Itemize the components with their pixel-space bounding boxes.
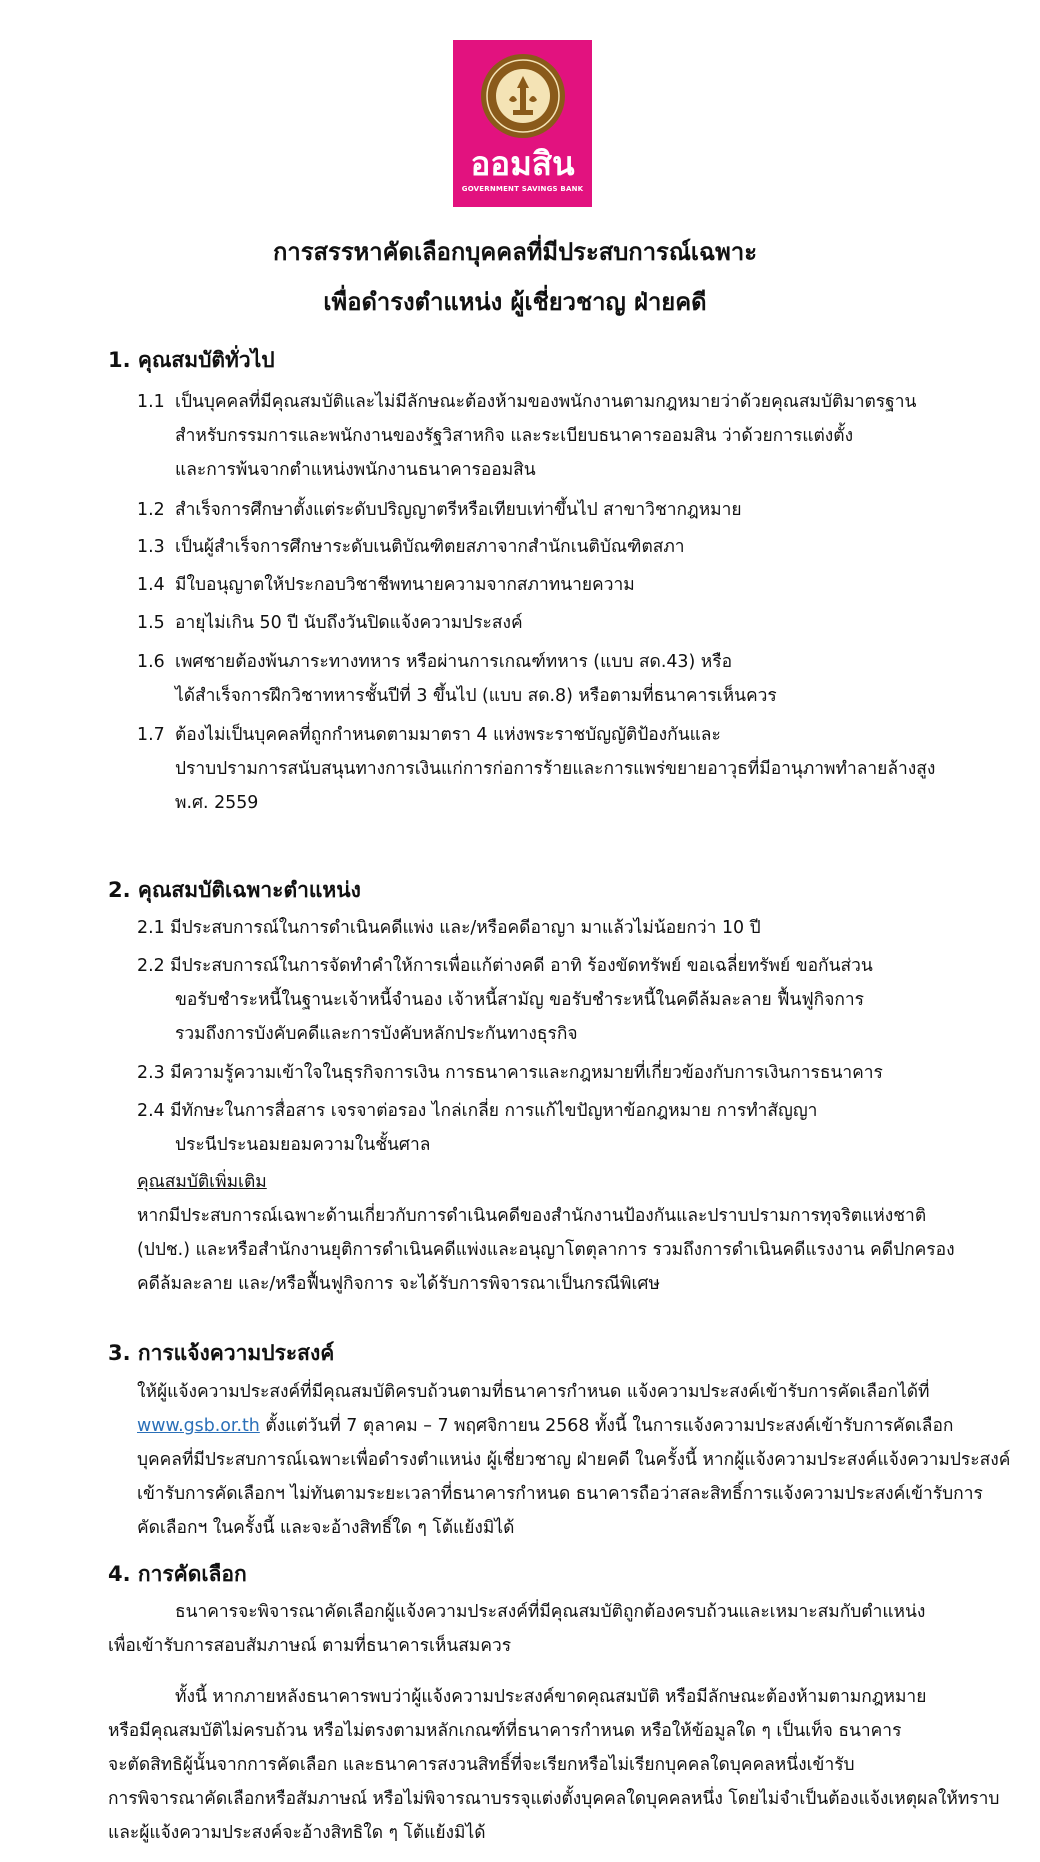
s2-item-line: รวมถึงการบังคับคดีและการบังคับหลักประกันทางธุรกิจ — [175, 1024, 578, 1044]
s2-item-line: 2.1 มีประสบการณ์ในการดำเนินคดีแพ่ง และ/หรือคดีอาญา มาแล้วไม่น้อยกว่า 10 ปี — [137, 918, 761, 938]
s3-line: คัดเลือกฯ ในครั้งนี้ และจะอ้างสิทธิ์ใด ๆ โต้แย้งมิได้ — [137, 1518, 515, 1538]
s1-item-number: 1.3 — [137, 537, 165, 557]
section-2-heading: 2. คุณสมบัติเฉพาะตำแหน่ง — [108, 878, 361, 902]
s1-item-line: เพศชายต้องพ้นภาระทางทหาร หรือผ่านการเกณฑ์ทหาร (แบบ สด.43) หรือ — [175, 652, 733, 672]
s1-item-line: สำหรับกรรมการและพนักงานของรัฐวิสาหกิจ และระเบียบธนาคารออมสิน ว่าด้วยการแต่งตั้ง — [175, 426, 854, 446]
s3-line: ให้ผู้แจ้งความประสงค์ที่มีคุณสมบัติครบถ้วนตามที่ธนาคารกำหนด แจ้งความประสงค์เข้ารับการคัดเลือกได้ที่ — [137, 1382, 930, 1402]
s2-item-line: 2.2 มีประสบการณ์ในการจัดทำคำให้การเพื่อแก้ต่างคดี อาทิ ร้องขัดทรัพย์ ขอเฉลี่ยทรัพย์ ขอกันส่วน — [137, 956, 873, 976]
s3-line-with-link — [137, 1409, 953, 1443]
s1-item-line: สำเร็จการศึกษาตั้งแต่ระดับปริญญาตรีหรือเทียบเท่าขึ้นไป สาขาวิชากฎหมาย — [175, 500, 742, 520]
s1-item-number: 1.7 — [137, 725, 165, 745]
s1-item-number: 1.5 — [137, 613, 165, 633]
s1-item-number: 1.2 — [137, 500, 165, 520]
logo-brand-text: ออมสิน — [470, 144, 575, 183]
s2-item-line: ขอรับชำระหนี้ในฐานะเจ้าหนี้จำนอง เจ้าหนี้สามัญ ขอรับชำระหนี้ในคดีล้มละลาย ฟื้นฟูกิจการ — [175, 990, 865, 1010]
s1-item-line: เป็นบุคคลที่มีคุณสมบัติและไม่มีลักษณะต้องห้ามของพนักงานตามกฎหมายว่าด้วยคุณสมบัติมาตรฐาน — [175, 392, 917, 412]
s3-line: เข้ารับการคัดเลือกฯ ไม่ทันตามระยะเวลาที่ธนาคารกำหนด ธนาคารถือว่าสละสิทธิ์การแจ้งความประสงค์เข้ารับการ — [137, 1484, 983, 1504]
s3-line: บุคคลที่มีประสบการณ์เฉพาะเพื่อดำรงตำแหน่ง ผู้เชี่ยวชาญ ฝ่ายคดี ในครั้งนี้ หากผู้แจ้งความประสงค์แจ้งความประสงค์ — [137, 1450, 1011, 1470]
gsb-website-link[interactable]: www.gsb.or.th — [137, 1416, 260, 1436]
s2-item-line: 2.4 มีทักษะในการสื่อสาร เจรจาต่อรอง ไกล่เกลี่ย การแก้ไขปัญหาข้อกฎหมาย การทำสัญญา — [137, 1101, 818, 1121]
s1-item-number: 1.1 — [137, 392, 165, 412]
s4-para2-line: การพิจารณาคัดเลือกหรือสัมภาษณ์ หรือไม่พิจารณาบรรจุแต่งตั้งบุคคลใดบุคคลหนึ่ง โดยไม่จำเป็นต้องแจ้งเหตุผลให้ทราบ — [108, 1789, 1000, 1809]
section-4-heading: 4. การคัดเลือก — [108, 1562, 247, 1586]
section-1-heading: 1. คุณสมบัติทั่วไป — [108, 348, 275, 372]
s4-para1-line: ธนาคารจะพิจารณาคัดเลือกผู้แจ้งความประสงค์ที่มีคุณสมบัติถูกต้องครบถ้วนและเหมาะสมกับตำแหน่ง — [175, 1602, 926, 1622]
s1-item-number: 1.4 — [137, 575, 165, 595]
section-3-heading: 3. การแจ้งความประสงค์ — [108, 1341, 335, 1365]
s1-item-number: 1.6 — [137, 652, 165, 672]
s1-item-line: ต้องไม่เป็นบุคคลที่ถูกกำหนดตามมาตรา 4 แห่งพระราชบัญญัติป้องกันและ — [175, 725, 721, 745]
s2-extra-line: คดีล้มละลาย และ/หรือฟื้นฟูกิจการ จะได้รับการพิจารณาเป็นกรณีพิเศษ — [137, 1274, 660, 1294]
s2-item-line: ประนีประนอมยอมความในชั้นศาล — [175, 1135, 431, 1155]
s2-item-line: 2.3 มีความรู้ความเข้าใจในธุรกิจการเงิน การธนาคารและกฎหมายที่เกี่ยวข้องกับการเงินการธนาคาร — [137, 1063, 883, 1083]
s1-item-line: พ.ศ. 2559 — [175, 793, 259, 813]
gsb-seal-icon — [479, 48, 567, 144]
s2-extra-heading: คุณสมบัติเพิ่มเติม — [137, 1172, 267, 1192]
page-title-line2: เพื่อดำรงตำแหน่ง ผู้เชี่ยวชาญ ฝ่ายคดี — [323, 288, 707, 316]
s4-para2-line: จะตัดสิทธิผู้นั้นจากการคัดเลือก และธนาคารสงวนสิทธิ์ที่จะเรียกหรือไม่เรียกบุคคลใดบุคคลหนึ่งเข้ารับ — [108, 1755, 855, 1775]
gsb-logo — [453, 40, 592, 207]
s1-item-line: และการพ้นจากตำแหน่งพนักงานธนาคารออมสิน — [175, 460, 536, 480]
s4-para1-line: เพื่อเข้ารับการสอบสัมภาษณ์ ตามที่ธนาคารเห็นสมควร — [108, 1636, 512, 1656]
s2-extra-line: (ปปช.) และหรือสำนักงานยุติการดำเนินคดีแพ่งและอนุญาโตตุลาการ รวมถึงการดำเนินคดีแรงงาน คดีปกครอง — [137, 1240, 955, 1260]
s3-line-rest: ตั้งแต่วันที่ 7 ตุลาคม – 7 พฤศจิกายน 2568 ทั้งนี้ ในการแจ้งความประสงค์เข้ารับการคัดเลือก — [259, 1416, 954, 1436]
s4-para2-line: และผู้แจ้งความประสงค์จะอ้างสิทธิใด ๆ โต้แย้งมิได้ — [108, 1823, 486, 1843]
logo-sub-text: GOVERNMENT SAVINGS BANK — [461, 185, 584, 193]
s2-extra-line: หากมีประสบการณ์เฉพาะด้านเกี่ยวกับการดำเนินคดีของสำนักงานป้องกันและปราบปรามการทุจริตแห่งชาติ — [137, 1206, 927, 1226]
s4-para2-line: หรือมีคุณสมบัติไม่ครบถ้วน หรือไม่ตรงตามหลักเกณฑ์ที่ธนาคารกำหนด หรือให้ข้อมูลใด ๆ เป็นเท็จ ธนาคาร — [108, 1721, 902, 1741]
page-title-line1: การสรรหาคัดเลือกบุคคลที่มีประสบการณ์เฉพาะ — [273, 238, 757, 266]
s1-item-line: ปราบปรามการสนับสนุนทางการเงินแก่การก่อการร้ายและการแพร่ขยายอาวุธที่มีอานุภาพทำลายล้างสูง — [175, 759, 936, 779]
s1-item-line: มีใบอนุญาตให้ประกอบวิชาชีพทนายความจากสภาทนายความ — [175, 575, 635, 595]
s1-item-line: อายุไม่เกิน 50 ปี นับถึงวันปิดแจ้งความประสงค์ — [175, 613, 523, 633]
s4-para2-line: ทั้งนี้ หากภายหลังธนาคารพบว่าผู้แจ้งความประสงค์ขาดคุณสมบัติ หรือมีลักษณะต้องห้ามตามกฎหมาย — [175, 1687, 927, 1707]
s1-item-line: เป็นผู้สำเร็จการศึกษาระดับเนติบัณฑิตยสภาจากสำนักเนติบัณฑิตสภา — [175, 537, 685, 557]
s1-item-line: ได้สำเร็จการฝึกวิชาทหารชั้นปีที่ 3 ขึ้นไป (แบบ สด.8) หรือตามที่ธนาคารเห็นควร — [175, 686, 777, 706]
